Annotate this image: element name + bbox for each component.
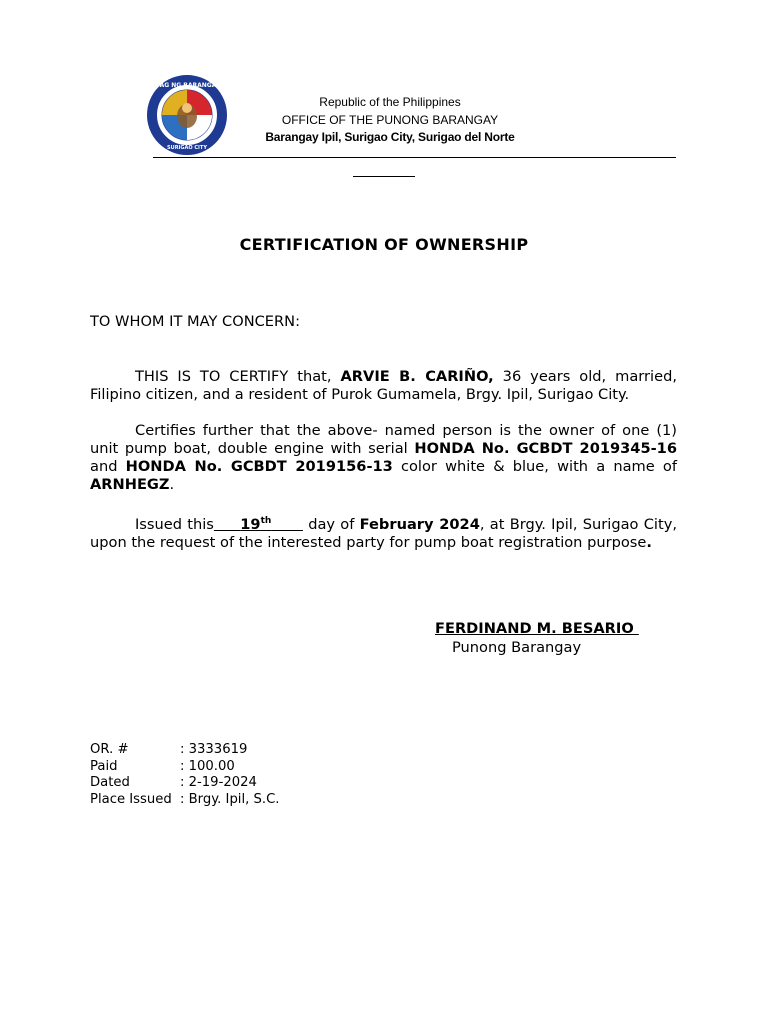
paragraph-issued [90,512,677,552]
issued-day: 19 [240,515,261,533]
paragraph-certify [90,368,677,404]
receipt-row-dated [90,775,279,792]
receipt-label: OR. # [90,742,129,757]
p2-text-before: Certifies further that the above- named person is the owner of one (1) unit pump boat, double engine with serial [90,422,677,457]
receipt-value: : 2-19-2024 [180,775,257,791]
receipt-value: : 3333619 [180,742,248,757]
p1-text-after: 36 years old, married, Filipino citizen, and a resident of Purok Gumamela, Brgy. Ipil, Surigao City. [90,368,677,403]
p2-text-mid: and [90,458,126,475]
signatory-position: Punong Barangay [452,639,582,656]
header-divider [153,157,676,158]
receipt-value: : Brgy. Ipil, S.C. [180,791,280,807]
p3-text-before: Issued this [135,515,214,533]
p3-text-end: . [646,533,652,551]
boat-name: ARNHEGZ [90,476,170,493]
receipt-label: Paid [90,758,118,774]
p3-text-after: , at Brgy. Ipil, Surigao City, upon the request of the interested party for pump boat registration purpose [90,515,677,551]
receipt-label: Dated [90,775,130,791]
receipt-row-paid [90,759,279,776]
receipt-details [90,742,279,808]
barangay-seal-logo [139,78,235,152]
engine-serial-2: HONDA No. GCBDT 2019156-13 [125,458,393,475]
seal-ring-text: SAGISAG NG BARANGAY IPIL [139,82,235,89]
receipt-value: : 100.00 [180,758,235,774]
receipt-row-or [90,742,279,759]
p2-text-end: . [169,476,175,493]
p3-text-mid: day of [302,515,360,533]
engine-serial-1: HONDA No. GCBDT 2019345-16 [414,440,677,457]
issued-day-blank [214,516,303,533]
certified-person-name: ARVIE B. CARIÑO, [340,368,494,385]
letterhead [230,94,550,147]
paragraph-ownership [90,422,677,494]
salutation: TO WHOM IT MAY CONCERN: [90,313,300,330]
p1-text-before: THIS IS TO CERTIFY that, [135,368,341,385]
receipt-label: Place Issued [90,791,172,807]
signatory-name: FERDINAND M. BESARIO [435,620,639,637]
header-divider-tail [353,176,415,177]
p2-text-after: color white & blue, with a name of [392,458,677,475]
receipt-row-place [90,792,279,809]
header-address: Barangay Ipil, Surigao City, Surigao del Norte [265,130,515,144]
seal-ring-text-bottom: SURIGAO CITY [167,145,207,151]
header-office: OFFICE OF THE PUNONG BARANGAY [281,112,499,127]
issued-day-suffix: th [260,516,272,526]
document-title: CERTIFICATION OF OWNERSHIP [239,235,529,254]
issued-month-year: February 2024 [359,515,480,533]
header-republic: Republic of the Philippines [319,95,461,109]
